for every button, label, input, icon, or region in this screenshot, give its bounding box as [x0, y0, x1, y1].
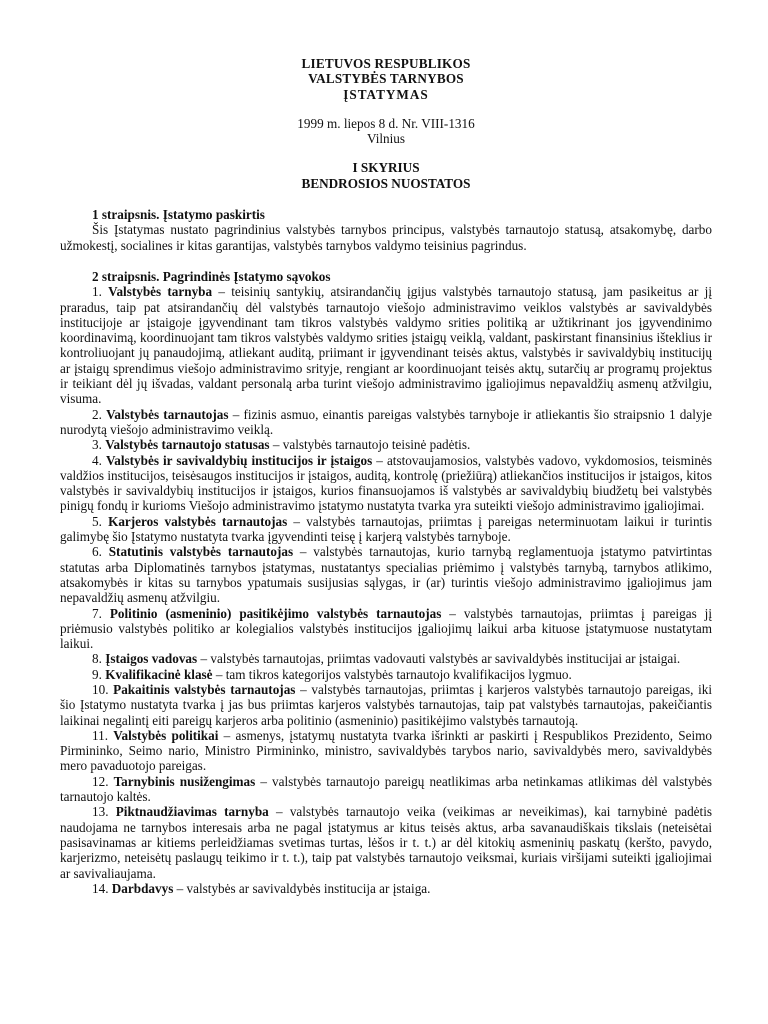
definition-item: [60, 544, 712, 605]
item-text: – atstovaujamosios, valstybės vadovo, vykdomosios, teisminės valdžios institucijos, teisėsaugos institucijos ir įstaigos, auditą, kontrolę (priežiūrą) atliekančios institucijos ir įstaigos, kitos valstybės ir savivaldybių institucijos ir įstaigos, kurios finansuojamos iš valstybės ar savivaldybių biudžetų bei valstybės pinigų fondų ir kurioms Viešojo administravimo įstatymo nustatyta tvarka yra suteikti viešojo administravimo įgaliojimai.: [60, 452, 712, 514]
item-term: Valstybės tarnautojas: [106, 406, 229, 422]
definition-item: [60, 804, 712, 880]
item-term: Valstybės tarnyba: [108, 284, 213, 300]
item-text: – fizinis asmuo, einantis pareigas valstybės tarnyboje ir atliekantis šio straipsnio 1 dalyje nurodytą viešojo administravimo veiklą.: [60, 406, 713, 437]
item-number: 8.: [92, 651, 102, 667]
article-1-heading: 1 straipsnis. Įstatymo paskirtis: [92, 207, 265, 223]
item-text: – valstybės tarnautojas, priimtas į karjeros valstybės tarnautojo pareigas, iki šio Įstatymo nustatyta tvarka į jas bus priimtas karjeros valstybės tarnautojas, taip pat valstybės tarnautojas, pakeičiantis laikinai negalintį eiti pareigų karjeros arba politinio (asmeninio) pasitikėjimo valstybės tarnautoją.: [60, 681, 712, 728]
chapter-heading: [60, 160, 712, 191]
item-number: 2.: [92, 406, 102, 422]
item-text: – valstybės tarnautojo pareigų neatlikimas arba netinkamas atlikimas dėl valstybės tarnautojo kaltės.: [60, 773, 713, 805]
definition-item: [60, 881, 712, 896]
chapter-number: I SKYRIUS: [352, 160, 420, 176]
item-number: 4.: [92, 452, 102, 468]
item-number: 9.: [92, 666, 102, 682]
item-number: 7.: [92, 605, 102, 621]
definition-item: [60, 437, 712, 452]
article-1: [60, 207, 712, 253]
definition-item: [60, 651, 712, 666]
item-number: 14.: [92, 880, 109, 896]
item-text: – valstybės tarnautojo veika (veikimas ar neveikimas), kai tarnybinė padėtis naudojama ne tarnybos interesais arba ne pagal įstatymus ar kitus teisės aktus, arba savanaudiškais tikslais (neteisėtai pasisavinamas ar kitiems perleidžiamas svetimas turtas, lėšos ir t. t.) ar dėl kitokių asmeninių paskatų (keršto, pavydo, karjerizmo, neteisėtų paslaugų teikimo ir t. t.), taip pat valstybės tarnautojo veiksmai, kuriais viršijami suteikti įgaliojimai ar savivaliaujama.: [60, 804, 712, 881]
item-number: 1.: [92, 284, 102, 300]
item-text: – valstybės tarnautojas, kurio tarnybą reglamentuoja įstatymo patvirtintas statutas arba Diplomatinės tarnybos įstatymas, nustatantys specialias priėmimo į valstybės tarnybą, tarnybos atlikimo, atsakomybės ir kitas su tarnybos ypatumais susijusias sąlygas, ir (ar) turintis viešojo administravimo įgaliojimus jam nepavaldžių asmenų atžvilgiu.: [60, 544, 713, 606]
item-number: 11.: [92, 727, 108, 743]
item-term: Įstaigos vadovas: [105, 651, 198, 667]
title-line-1: LIETUVOS RESPUBLIKOS: [301, 56, 471, 71]
item-term: Valstybės tarnautojo statusas: [105, 437, 270, 453]
law-date: 1999 m. liepos 8 d. Nr. VIII-1316: [297, 115, 475, 131]
item-number: 10.: [92, 681, 109, 697]
definition-item: [60, 453, 712, 514]
item-term: Tarnybinis nusižengimas: [113, 773, 256, 789]
definition-item: [60, 284, 712, 406]
item-term: Darbdavys: [111, 880, 174, 896]
definition-item: [60, 606, 712, 652]
item-number: 13.: [92, 804, 109, 820]
item-term: Karjeros valstybės tarnautojas: [108, 513, 288, 529]
item-number: 5.: [92, 513, 102, 529]
item-number: 12.: [92, 773, 109, 789]
law-place: Vilnius: [366, 131, 406, 147]
item-text: – valstybės ar savivaldybės institucija ar įstaiga.: [173, 880, 431, 896]
item-text: – valstybės tarnautojas, priimtas vadovauti valstybės ar savivaldybės institucijai ar įstaigai.: [197, 651, 681, 667]
item-text: – teisinių santykių, atsirandančių įgijus valstybės tarnautojo statusą, jam pasikeitus ar jį praradus, taip pat atsirandančių dėl valstybės tarnautojo viešojo administravimo veiklos valstybės ar savivaldybės institucijoje ar įstaigoje įgyvendinant tam tikros valstybės valdymo srities politiką ar užtikrinant jos įgyvendinimo koordinavimą, koordinuojant tam tikros valstybės valdymo srities įstaigų veiklą, valdant, paskirstant finansinius išteklius ir kontroliuojant jų panaudojimą, atliekant auditą, priimant ir įgyvendinant teisės aktus, valstybės ir savivaldybių institucijų ar įstaigų sprendimus viešojo administravimo srityje, rengiant ar koordinuojant teisės aktų, sutarčių ar programų projektus ir teikiant dėl jų išvadas, valdant personalą arba turint viešojo administravimo įgaliojimus nepavaldžių asmenų atžvilgiu, visuma.: [60, 284, 713, 407]
item-term: Valstybės ir savivaldybių institucijos ir įstaigos: [105, 452, 373, 468]
law-title: [60, 56, 712, 102]
item-number: 3.: [92, 437, 102, 453]
item-term: Valstybės politikai: [113, 727, 219, 743]
title-line-2: VALSTYBĖS TARNYBOS: [308, 71, 464, 87]
item-term: Kvalifikacinė klasė: [105, 666, 213, 682]
definition-item: [60, 682, 712, 728]
definition-item: [60, 774, 712, 805]
definition-item: [60, 728, 712, 774]
item-text: – tam tikros kategorijos valstybės tarnautojo kvalifikacijos lygmuo.: [212, 666, 572, 682]
definition-item: [60, 514, 712, 545]
definition-item: [60, 667, 712, 682]
item-term: Politinio (asmeninio) pasitikėjimo valstybės tarnautojas: [109, 605, 442, 621]
item-term: Piktnaudžiavimas tarnyba: [115, 804, 269, 820]
item-term: Statutinis valstybės tarnautojas: [108, 544, 294, 560]
chapter-title: BENDROSIOS NUOSTATOS: [301, 175, 471, 191]
item-text: – valstybės tarnautojas, priimtas į pareigas neterminuotam laikui ir turintis galimybę šio Įstatymo nustatyta tvarka įgyvendinti teisę į karjerą valstybės tarnyboje.: [60, 513, 712, 545]
date-block: [60, 116, 712, 147]
item-number: 6.: [92, 544, 102, 560]
article-2: [60, 269, 712, 896]
title-line-3: ĮSTATYMAS: [343, 86, 429, 102]
definition-item: [60, 407, 712, 438]
item-text: – valstybės tarnautojas, priimtas į pareigas jį priėmusio valstybės politiko ar kolegialios valstybės institucijos įgaliojimų laikui arba kituose įstatymuose nustatytam laikui.: [60, 605, 713, 652]
item-term: Pakaitinis valstybės tarnautojas: [113, 681, 296, 697]
article-1-text: Šis Įstatymas nustato pagrindinius valstybės tarnybos principus, valstybės tarnautojo statusą, atsakomybę, darbo užmokestį, socialines ir kitas garantijas, valstybės tarnybos valdymo teisinius pagrindus.: [60, 222, 712, 253]
item-text: – asmenys, įstatymų nustatyta tvarka išrinkti ar paskirti į Respublikos Prezidento, Seimo Pirmininko, Seimo nario, Ministro Pirmininko, ministro, savivaldybės tarybos nario, savivaldybės mero, savivaldybės mero pavaduotojo pareigas.: [60, 727, 712, 774]
article-2-heading: 2 straipsnis. Pagrindinės Įstatymo sąvokos: [92, 268, 331, 284]
item-text: – valstybės tarnautojo teisinė padėtis.: [269, 437, 471, 453]
